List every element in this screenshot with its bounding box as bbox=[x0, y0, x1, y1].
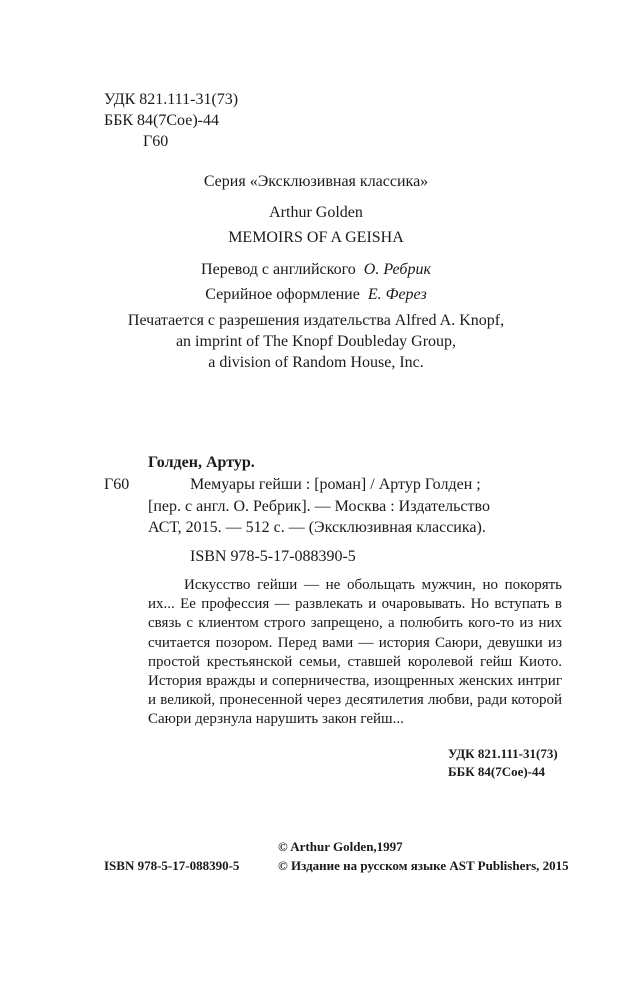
annotation-text: Искусство гейши — не обольщать мужчин, но покорять их... Ее профессия — развлекать и очаровывать. Но вступать в связь с клиентом строго запрещено, а полюбить кого-то из них считается позором. Перед вами — история Саюри, девушки из простой крестьянской семьи, ставшей королевой гейш Киото. История вражды и соперничества, изощренных женских интриг и великой, пронесенной через десятилетия любви, ради которой Саюри дерзнула нарушить закон гейш... bbox=[148, 577, 562, 728]
udk-code: УДК 821.111-31(73) bbox=[104, 91, 239, 108]
permission-line-1: Печатается с разрешения издательства Alfred A. Knopf, bbox=[127, 312, 505, 329]
permission-line-2: an imprint of The Knopf Doubleday Group, bbox=[175, 333, 457, 350]
copyright-edition: © Издание на русском языке AST Publishers, 2015 bbox=[278, 858, 569, 873]
translator-name: О. Ребрик bbox=[363, 261, 431, 278]
series-title: Серия «Эксклюзивная классика» bbox=[203, 173, 429, 190]
original-title: MEMOIRS OF A GEISHA bbox=[228, 229, 404, 246]
catalog-line-2: [пер. с англ. О. Ребрик]. — Москва : Издательство bbox=[148, 498, 490, 515]
translation-credit bbox=[0, 260, 632, 280]
catalog-line-1: Мемуары гейши : [роман] / Артур Голден ; bbox=[190, 476, 481, 493]
footer-udk: УДК 821.111-31(73) bbox=[448, 746, 558, 761]
catalog-heading: Голден, Артур. bbox=[148, 454, 255, 471]
copyright-isbn: ISBN 978-5-17-088390-5 bbox=[104, 858, 240, 873]
footer-bbk: ББК 84(7Сое)-44 bbox=[448, 764, 546, 779]
author-mark: Г60 bbox=[143, 133, 169, 150]
catalog-author-mark: Г60 bbox=[104, 476, 130, 493]
designer-name: Е. Ферез bbox=[367, 286, 427, 303]
permission-line-3: a division of Random House, Inc. bbox=[208, 354, 424, 371]
annotation bbox=[148, 576, 562, 730]
design-credit bbox=[0, 285, 632, 305]
catalog-isbn: ISBN 978-5-17-088390-5 bbox=[190, 548, 356, 565]
copyright-author: © Arthur Golden,1997 bbox=[278, 839, 403, 854]
bbk-code: ББК 84(7Сое)-44 bbox=[104, 112, 219, 129]
catalog-line-3: АСТ, 2015. — 512 с. — (Эксклюзивная классика). bbox=[148, 519, 486, 536]
translation-label: Перевод с английского bbox=[201, 261, 356, 278]
design-label: Серийное оформление bbox=[205, 286, 360, 303]
original-author: Arthur Golden bbox=[269, 204, 363, 221]
